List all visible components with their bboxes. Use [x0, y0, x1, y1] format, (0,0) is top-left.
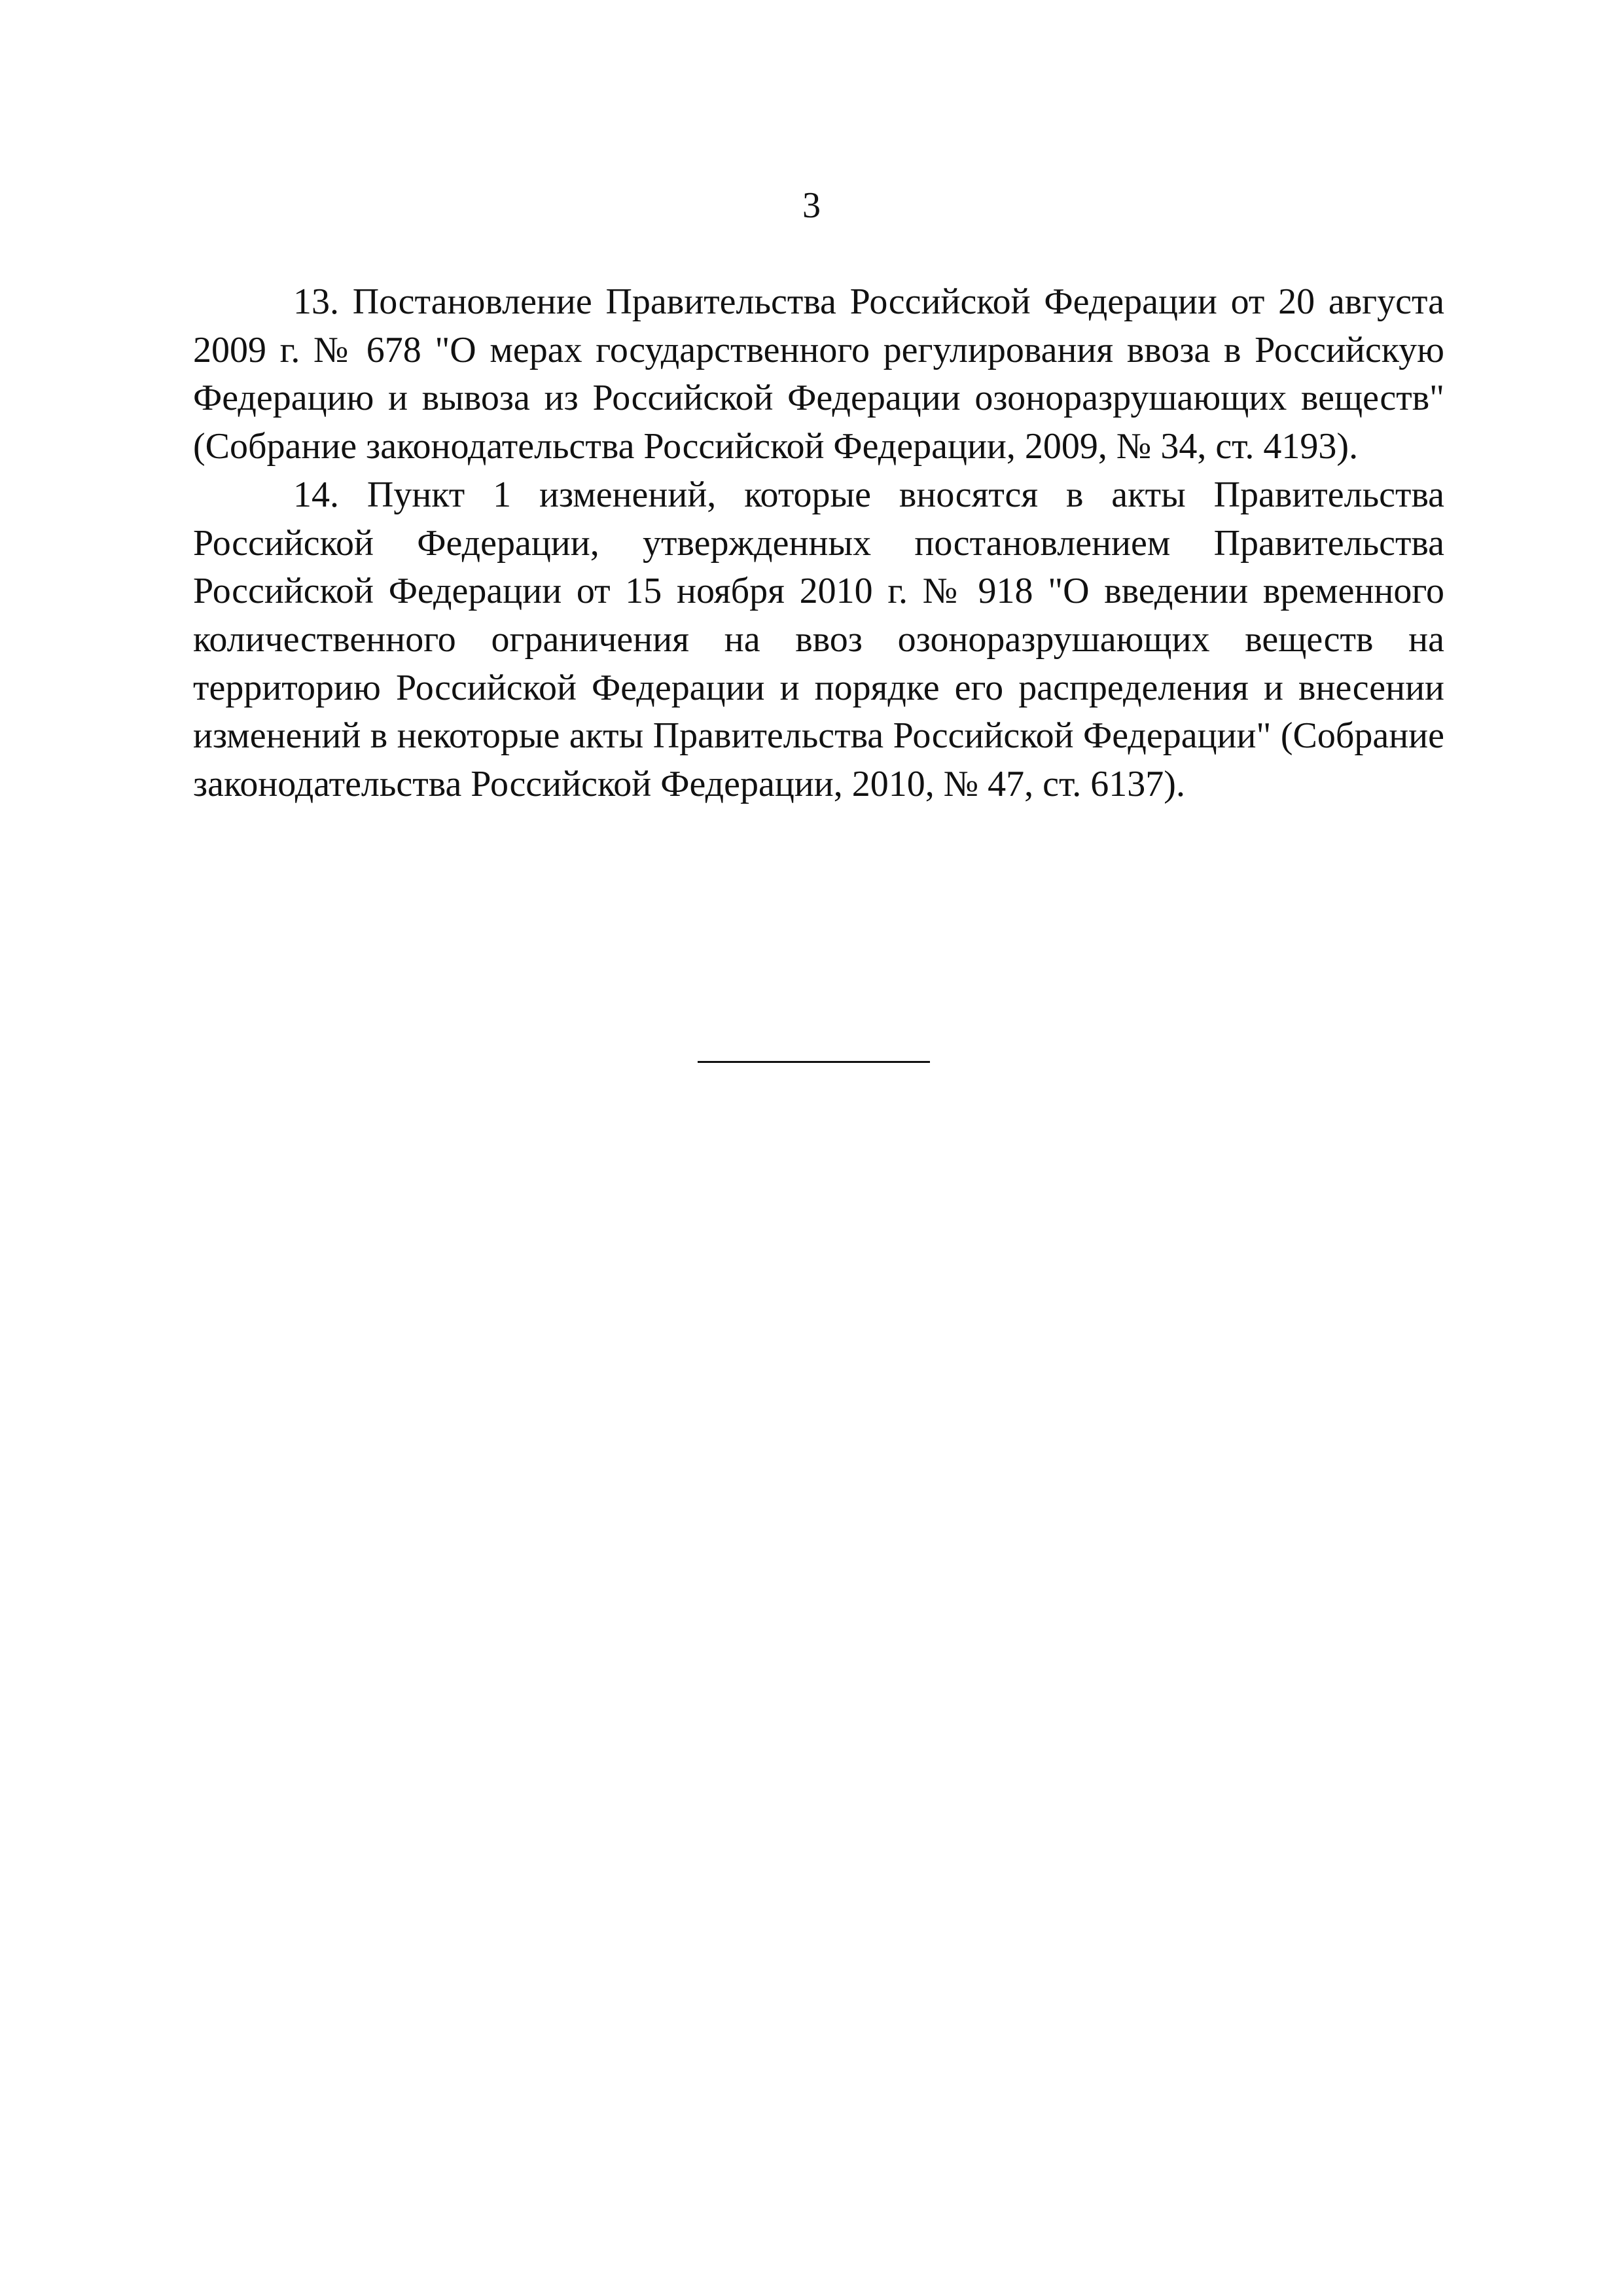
document-body — [193, 278, 1444, 809]
end-of-document-rule — [698, 1061, 930, 1063]
page-number: 3 — [802, 185, 821, 226]
paragraph-item-14: 14. Пункт 1 изменений, которые вносятся в акты Правительства Российской Федерации, утвержденных постановлением Правительства Российской Федерации от 15 ноября 2010 г. № 918 "О введении временного количественного ограничения на ввоз озоноразрушающих веществ на территорию Российской Федерации и порядке его распределения и внесении изменений в некоторые акты Правительства Российской Федерации" (Собрание законодательства Российской Федерации, 2010, № 47, ст. 6137). — [193, 474, 1444, 805]
paragraph-item-13: 13. Постановление Правительства Российской Федерации от 20 августа 2009 г. № 678 "О мерах государственного регулирования ввоза в Российскую Федерацию и вывоза из Российской Федерации озоноразрушающих веществ" (Собрание законодательства Российской Федерации, 2009, № 34, ст. 4193). — [193, 281, 1444, 467]
